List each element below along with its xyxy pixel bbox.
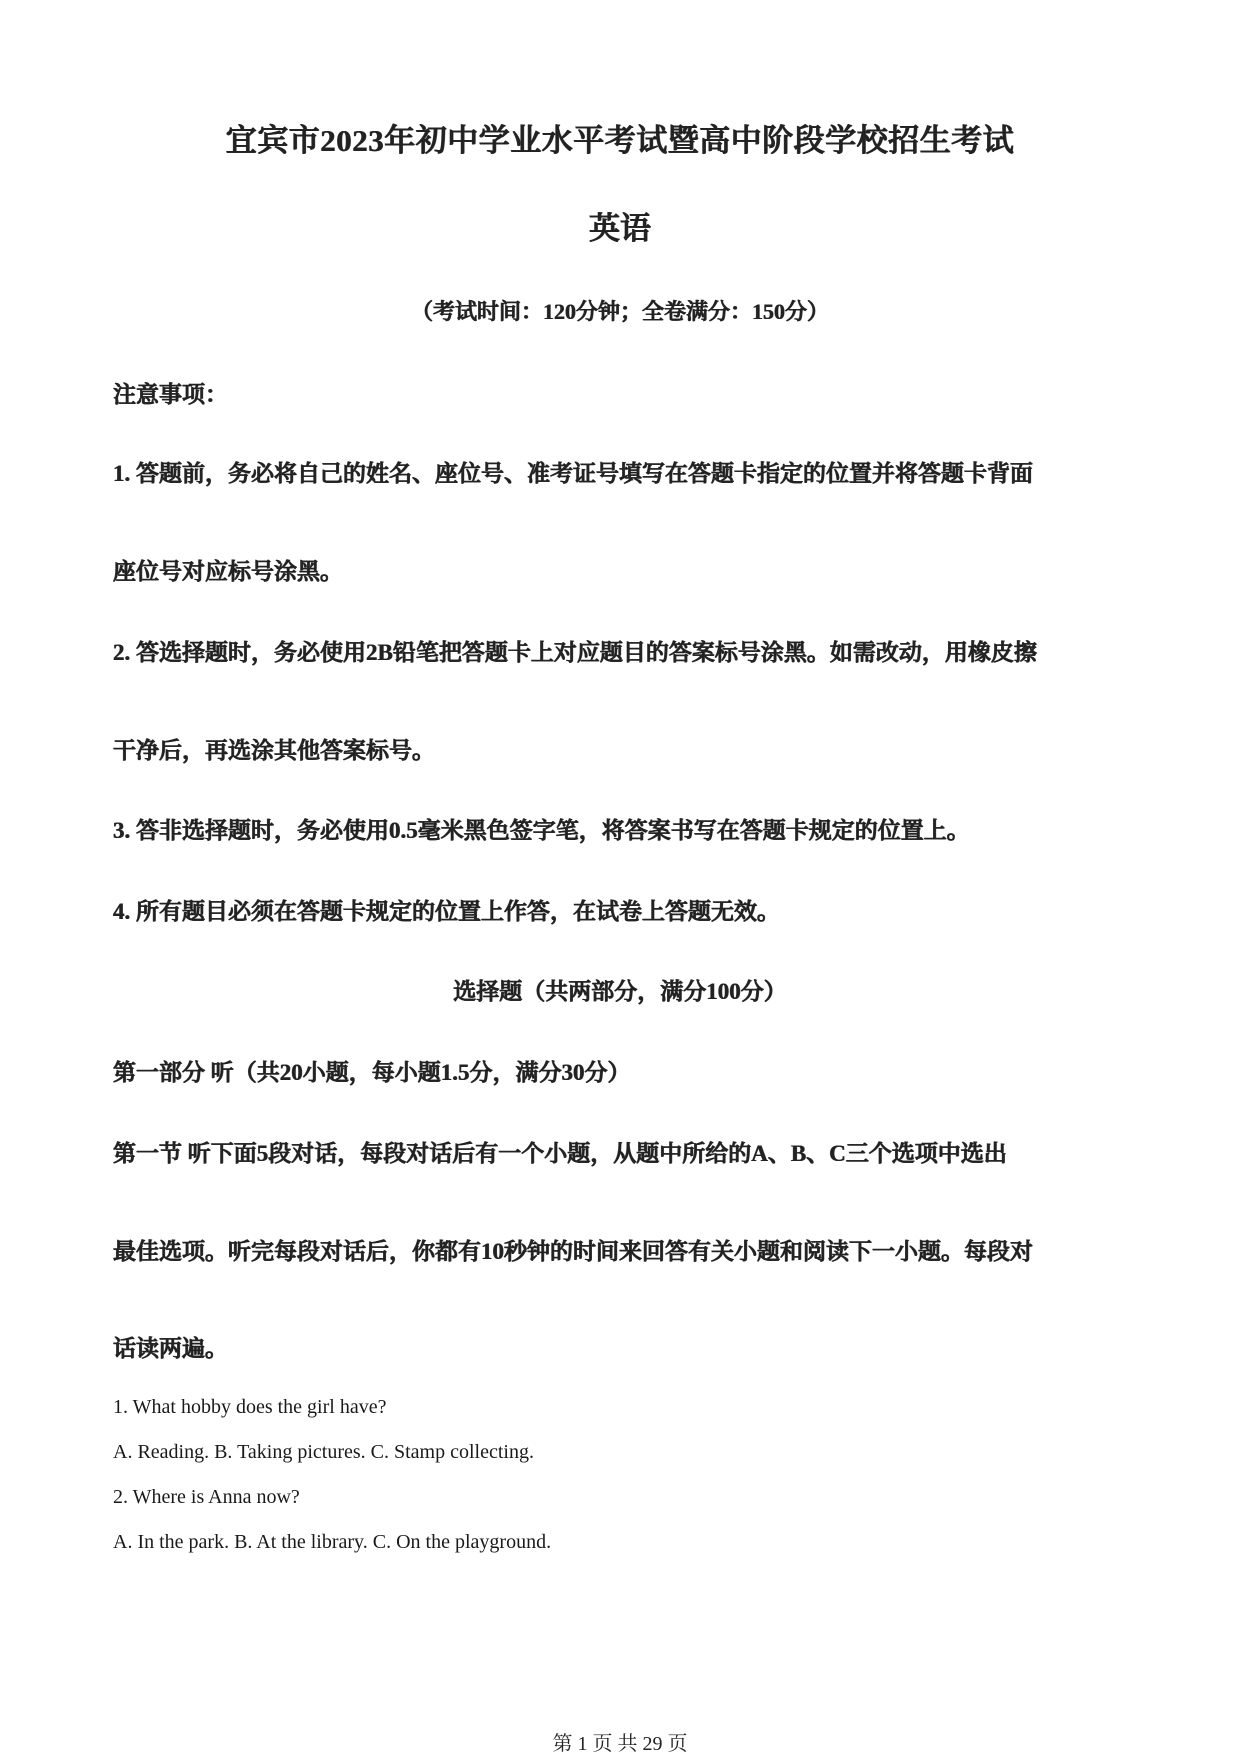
question-2: 2. Where is Anna now?: [113, 1486, 300, 1508]
subject-title: 英语: [589, 211, 651, 246]
question-1-options: A. Reading. B. Taking pictures. C. Stamp collecting.: [113, 1441, 534, 1463]
page-footer: 第 1 页 共 29 页: [552, 1733, 688, 1755]
exam-info: （考试时间：120分钟；全卷满分：150分）: [410, 299, 829, 324]
subsection-line-2: 最佳选项。听完每段对话后，你都有10秒钟的时间来回答有关小题和阅读下一小题。每段对: [113, 1239, 1033, 1264]
note-1-line-1: 1. 答题前，务必将自己的姓名、座位号、准考证号填写在答题卡指定的位置并将答题卡背面: [113, 461, 1033, 486]
subsection-line-3: 话读两遍。: [113, 1336, 228, 1361]
question-2-options: A. In the park. B. At the library. C. On the playground.: [113, 1531, 552, 1553]
section-heading: 选择题（共两部分，满分100分）: [453, 979, 787, 1004]
note-3: 3. 答非选择题时，务必使用0.5毫米黑色签字笔，将答案书写在答题卡规定的位置上。: [113, 818, 970, 843]
subsection-line-1: 第一节 听下面5段对话，每段对话后有一个小题，从题中所给的A、B、C三个选项中选出: [113, 1141, 1007, 1166]
note-2-line-1: 2. 答选择题时，务必使用2B铅笔把答题卡上对应题目的答案标号涂黑。如需改动，用橡皮擦: [113, 640, 1037, 665]
exam-title: 宜宾市2023年初中学业水平考试暨高中阶段学校招生考试: [225, 123, 1015, 158]
question-1: 1. What hobby does the girl have?: [113, 1396, 387, 1418]
note-1-line-2: 座位号对应标号涂黑。: [113, 559, 343, 584]
part-heading: 第一部分 听（共20小题，每小题1.5分，满分30分）: [113, 1060, 631, 1085]
notes-heading: 注意事项：: [113, 382, 228, 407]
note-2-line-2: 干净后，再选涂其他答案标号。: [113, 738, 435, 763]
note-4: 4. 所有题目必须在答题卡规定的位置上作答，在试卷上答题无效。: [113, 899, 780, 924]
